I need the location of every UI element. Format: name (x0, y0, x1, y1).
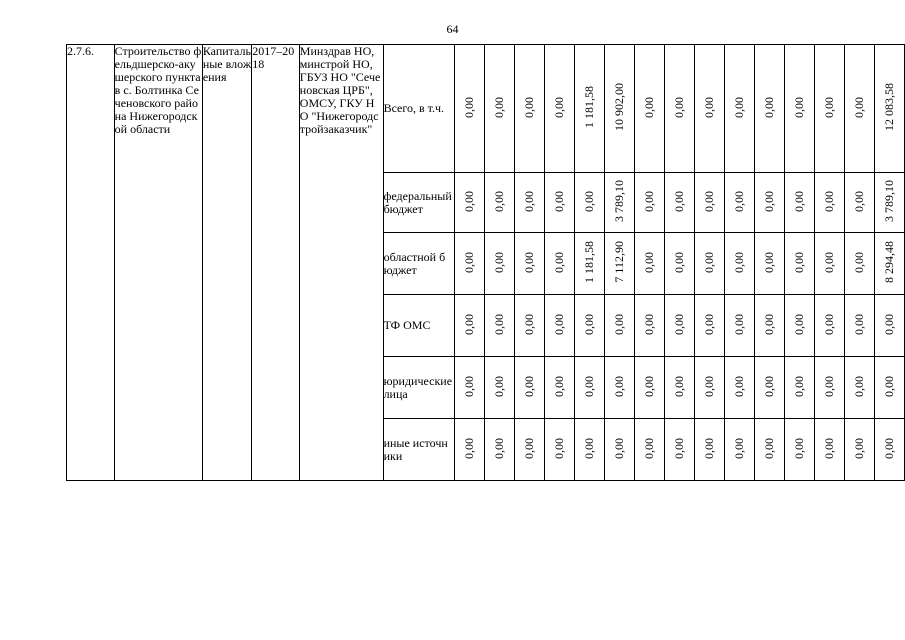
value-cell (664, 295, 694, 357)
value-text: 0,00 (701, 251, 716, 273)
value-cell (664, 419, 694, 481)
value-cell (544, 45, 574, 173)
value-text: 0,00 (761, 96, 776, 118)
value-text: 0,00 (701, 313, 716, 335)
value-text: 0,00 (671, 375, 686, 397)
value-cell (514, 233, 544, 295)
value-text: 7 112,90 (611, 241, 626, 283)
value-text: 0,00 (521, 96, 536, 118)
value-text: 0,00 (671, 437, 686, 459)
value-text: 0,00 (851, 190, 866, 212)
value-text: 3 789,10 (611, 180, 626, 222)
value-text: 0,00 (491, 190, 506, 212)
value-text: 0,00 (851, 375, 866, 397)
value-cell (784, 295, 814, 357)
value-text: 0,00 (491, 313, 506, 335)
item-executors: Минздрав НО, минстрой НО, ГБУЗ НО "Сеченовская ЦРБ", ОМСУ, ГКУ НО "Нижегородстройзаказчик" (299, 45, 383, 481)
source-label: федеральный бюджет (383, 173, 454, 233)
value-text: 0,00 (641, 313, 656, 335)
value-text: 0,00 (551, 251, 566, 273)
value-text: 0,00 (521, 190, 536, 212)
financing-table (66, 44, 905, 481)
value-text: 0,00 (521, 437, 536, 459)
value-text: 0,00 (671, 190, 686, 212)
value-cell (694, 419, 724, 481)
item-type: Капитальные вложения (202, 45, 251, 481)
value-cell (484, 233, 514, 295)
value-text: 12 083,58 (881, 83, 896, 131)
value-text: 0,00 (641, 190, 656, 212)
value-cell (814, 419, 844, 481)
value-text: 0,00 (641, 96, 656, 118)
value-cell (514, 173, 544, 233)
value-text: 0,00 (611, 313, 626, 335)
value-cell (874, 357, 904, 419)
value-cell (754, 45, 784, 173)
value-cell (874, 419, 904, 481)
value-text: 0,00 (791, 96, 806, 118)
value-cell (604, 173, 634, 233)
value-cell (544, 419, 574, 481)
value-cell (664, 173, 694, 233)
value-text: 0,00 (761, 190, 776, 212)
value-cell (754, 295, 784, 357)
value-cell (814, 295, 844, 357)
value-cell (604, 45, 634, 173)
value-cell (844, 357, 874, 419)
value-text: 0,00 (821, 313, 836, 335)
value-text: 0,00 (491, 375, 506, 397)
value-text: 0,00 (701, 375, 716, 397)
source-label: Всего, в т.ч. (383, 45, 454, 173)
value-cell (454, 419, 484, 481)
value-text: 0,00 (581, 190, 596, 212)
value-cell (574, 419, 604, 481)
value-cell (754, 173, 784, 233)
value-text: 0,00 (821, 437, 836, 459)
value-cell (874, 233, 904, 295)
value-text: 0,00 (791, 251, 806, 273)
value-cell (634, 357, 664, 419)
value-text: 0,00 (461, 190, 476, 212)
value-cell (634, 45, 664, 173)
value-cell (724, 233, 754, 295)
value-cell (574, 295, 604, 357)
value-cell (844, 295, 874, 357)
value-cell (844, 233, 874, 295)
value-cell (844, 173, 874, 233)
value-cell (874, 45, 904, 173)
value-text: 0,00 (461, 375, 476, 397)
value-cell (754, 419, 784, 481)
value-cell (544, 295, 574, 357)
value-cell (544, 233, 574, 295)
value-text: 0,00 (641, 437, 656, 459)
value-cell (664, 233, 694, 295)
value-text: 0,00 (821, 96, 836, 118)
value-text: 0,00 (521, 251, 536, 273)
value-cell (664, 45, 694, 173)
value-cell (574, 173, 604, 233)
value-text: 0,00 (701, 96, 716, 118)
value-cell (604, 419, 634, 481)
value-text: 0,00 (851, 437, 866, 459)
value-cell (814, 173, 844, 233)
value-cell (544, 173, 574, 233)
value-text: 0,00 (581, 437, 596, 459)
value-cell (694, 45, 724, 173)
value-cell (634, 233, 664, 295)
value-cell (454, 357, 484, 419)
value-text: 0,00 (881, 375, 896, 397)
value-cell (784, 45, 814, 173)
value-text: 0,00 (731, 437, 746, 459)
value-cell (874, 173, 904, 233)
value-text: 0,00 (731, 251, 746, 273)
value-text: 0,00 (851, 251, 866, 273)
value-cell (694, 173, 724, 233)
value-text: 0,00 (791, 190, 806, 212)
value-text: 0,00 (551, 96, 566, 118)
value-text: 0,00 (881, 437, 896, 459)
value-text: 1 181,58 (581, 241, 596, 283)
value-text: 0,00 (731, 375, 746, 397)
value-text: 0,00 (521, 313, 536, 335)
value-text: 0,00 (731, 190, 746, 212)
value-cell (724, 295, 754, 357)
value-text: 0,00 (551, 437, 566, 459)
value-cell (814, 233, 844, 295)
value-text: 0,00 (461, 437, 476, 459)
value-text: 0,00 (581, 313, 596, 335)
value-cell (544, 357, 574, 419)
value-cell (844, 45, 874, 173)
value-text: 0,00 (761, 375, 776, 397)
value-text: 0,00 (701, 437, 716, 459)
value-cell (694, 233, 724, 295)
value-text: 0,00 (611, 375, 626, 397)
item-code: 2.7.6. (67, 45, 115, 481)
value-cell (694, 295, 724, 357)
value-text: 0,00 (731, 96, 746, 118)
value-text: 0,00 (671, 96, 686, 118)
value-text: 0,00 (671, 251, 686, 273)
value-text: 0,00 (551, 190, 566, 212)
value-text: 0,00 (671, 313, 686, 335)
value-text: 0,00 (611, 437, 626, 459)
value-text: 0,00 (791, 437, 806, 459)
value-text: 0,00 (821, 190, 836, 212)
value-cell (694, 357, 724, 419)
value-cell (634, 419, 664, 481)
value-text: 0,00 (641, 375, 656, 397)
value-text: 0,00 (701, 190, 716, 212)
value-cell (574, 357, 604, 419)
value-text: 0,00 (821, 251, 836, 273)
value-cell (574, 45, 604, 173)
value-cell (754, 233, 784, 295)
value-cell (784, 419, 814, 481)
value-text: 0,00 (791, 375, 806, 397)
value-text: 0,00 (761, 313, 776, 335)
value-text: 1 181,58 (581, 86, 596, 128)
value-text: 3 789,10 (881, 180, 896, 222)
value-cell (454, 295, 484, 357)
value-cell (634, 295, 664, 357)
value-cell (514, 295, 544, 357)
value-text: 0,00 (551, 313, 566, 335)
item-name: Строительство фельдшерско-акушерского пункта в с. Болтинка Сеченовского района Нижегородской области (114, 45, 202, 481)
value-cell (484, 419, 514, 481)
value-cell (844, 419, 874, 481)
value-cell (814, 357, 844, 419)
value-cell (604, 233, 634, 295)
value-text: 10 902,00 (611, 83, 626, 131)
value-cell (754, 357, 784, 419)
source-label: ТФ ОМС (383, 295, 454, 357)
value-text: 0,00 (491, 437, 506, 459)
value-cell (484, 173, 514, 233)
value-cell (514, 357, 544, 419)
value-cell (664, 357, 694, 419)
value-cell (724, 45, 754, 173)
source-label: иные источники (383, 419, 454, 481)
value-cell (784, 357, 814, 419)
value-cell (724, 173, 754, 233)
value-text: 0,00 (581, 375, 596, 397)
value-text: 0,00 (551, 375, 566, 397)
value-cell (874, 295, 904, 357)
value-text: 0,00 (761, 251, 776, 273)
value-text: 0,00 (821, 375, 836, 397)
value-cell (604, 357, 634, 419)
source-label: юридические лица (383, 357, 454, 419)
value-text: 0,00 (731, 313, 746, 335)
value-cell (514, 419, 544, 481)
source-label: областной бюджет (383, 233, 454, 295)
value-text: 0,00 (791, 313, 806, 335)
value-text: 0,00 (881, 313, 896, 335)
value-cell (724, 419, 754, 481)
value-text: 0,00 (851, 313, 866, 335)
table-row (67, 45, 905, 173)
value-text: 0,00 (461, 96, 476, 118)
value-cell (484, 357, 514, 419)
value-text: 0,00 (761, 437, 776, 459)
value-cell (484, 45, 514, 173)
page-number: 64 (446, 22, 459, 36)
value-cell (784, 173, 814, 233)
value-cell (484, 295, 514, 357)
value-text: 0,00 (521, 375, 536, 397)
value-text: 8 294,48 (881, 241, 896, 283)
value-cell (574, 233, 604, 295)
value-text: 0,00 (491, 96, 506, 118)
value-cell (454, 233, 484, 295)
item-period: 2017–2018 (252, 45, 299, 481)
value-cell (814, 45, 844, 173)
value-cell (724, 357, 754, 419)
value-cell (604, 295, 634, 357)
value-text: 0,00 (461, 251, 476, 273)
value-cell (454, 45, 484, 173)
value-text: 0,00 (641, 251, 656, 273)
value-text: 0,00 (461, 313, 476, 335)
value-cell (634, 173, 664, 233)
value-text: 0,00 (491, 251, 506, 273)
value-text: 0,00 (851, 96, 866, 118)
value-cell (514, 45, 544, 173)
value-cell (454, 173, 484, 233)
value-cell (784, 233, 814, 295)
